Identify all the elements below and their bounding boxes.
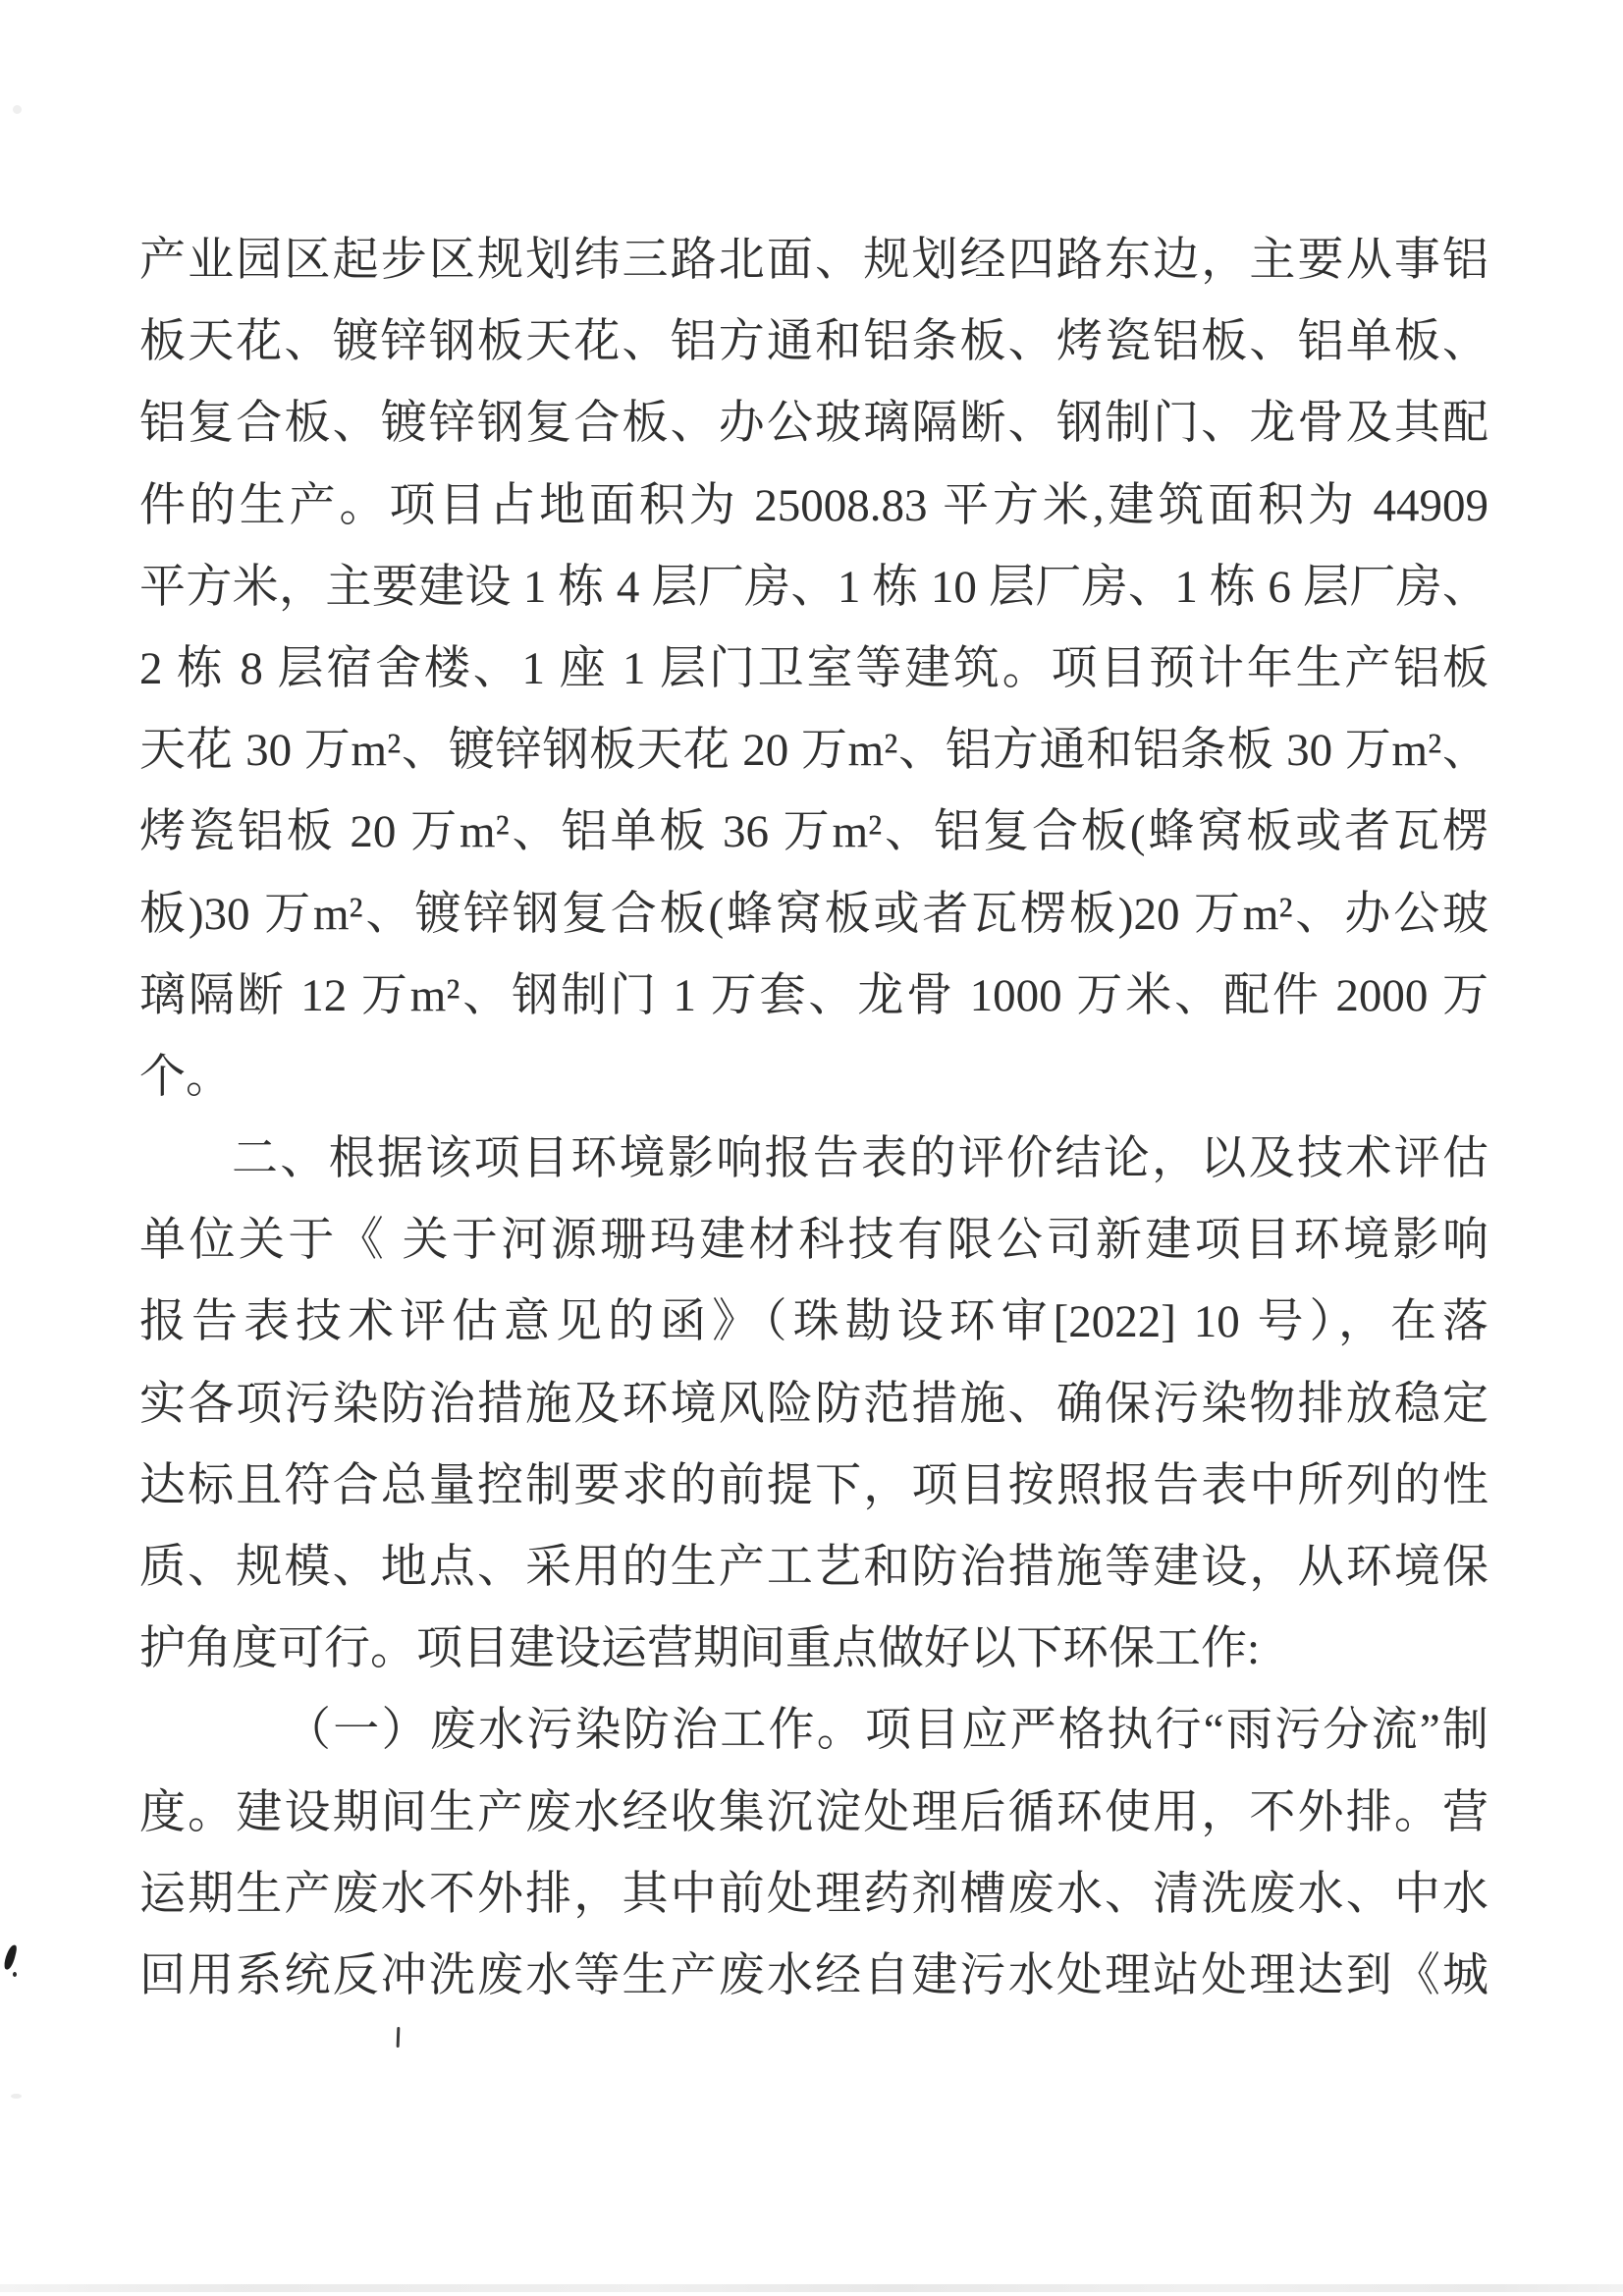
text-line-paragraph-end: 护角度可行。项目建设运营期间重点做好以下环保工作:	[139, 1623, 1261, 1675]
text-line: 天花 30 万m²、镀锌钢板天花 20 万m²、铝方通和铝条板 30 万m²、	[139, 725, 1488, 777]
pen-tick-mark	[397, 2027, 401, 2048]
faint-scan-smudge	[11, 2094, 22, 2099]
text-line: 回用系统反冲洗废水等生产废水经自建污水处理站处理达到《城	[139, 1949, 1488, 2001]
text-line: 2 栋 8 层宿舍楼、1 座 1 层门卫室等建筑。项目预计年生产铝板	[139, 642, 1488, 694]
text-line: 板天花、镀锌钢板天花、铝方通和铝条板、烤瓷铝板、铝单板、	[139, 316, 1488, 368]
text-line: 实各项污染防治措施及环境风险防范措施、确保污染物排放稳定	[139, 1378, 1488, 1430]
text-line-paragraph-start: 二、根据该项目环境影响报告表的评价结论，以及技术评估	[232, 1133, 1488, 1185]
text-line: 度。建设期间生产废水经收集沉淀处理后循环使用，不外排。营	[139, 1786, 1488, 1838]
ink-smudge-mark	[3, 1943, 18, 1970]
text-line-paragraph-end: 个。	[139, 1051, 232, 1103]
text-line: 板)30 万m²、镀锌钢复合板(蜂窝板或者瓦楞板)20 万m²、办公玻	[139, 888, 1488, 940]
text-line: 烤瓷铝板 20 万m²、铝单板 36 万m²、铝复合板(蜂窝板或者瓦楞	[139, 806, 1488, 858]
faint-scan-dot	[13, 105, 22, 114]
text-line: 运期生产废水不外排，其中前处理药剂槽废水、清洗废水、中水	[139, 1868, 1488, 1920]
text-line: 质、规模、地点、采用的生产工艺和防治措施等建设，从环境保	[139, 1542, 1488, 1593]
text-line: 件的生产。项目占地面积为 25008.83 平方米,建筑面积为 44909	[139, 479, 1488, 531]
text-line: 璃隔断 12 万m²、钢制门 1 万套、龙骨 1000 万米、配件 2000 万	[139, 969, 1488, 1021]
text-line: 达标且符合总量控制要求的前提下，项目按照报告表中所列的性	[139, 1459, 1488, 1511]
text-line-paragraph-start: （一）废水污染防治工作。项目应严格执行“雨污分流”制	[285, 1705, 1488, 1757]
text-line: 铝复合板、镀锌钢复合板、办公玻璃隔断、钢制门、龙骨及其配	[139, 398, 1488, 450]
text-line: 平方米，主要建设 1 栋 4 层厂房、1 栋 10 层厂房、1 栋 6 层厂房、	[139, 561, 1488, 613]
ink-smudge-dot-mark	[13, 1972, 17, 1977]
text-line: 产业园区起步区规划纬三路北面、规划经四路东边，主要从事铝	[139, 235, 1488, 286]
text-line: 单位关于《 关于河源珊玛建材科技有限公司新建项目环境影响	[139, 1215, 1488, 1267]
text-line: 报告表技术评估意见的函》（珠勘设环审[2022] 10 号），在落	[139, 1296, 1488, 1348]
scan-edge-line	[0, 2284, 1623, 2292]
document-text-block	[139, 220, 1488, 2017]
